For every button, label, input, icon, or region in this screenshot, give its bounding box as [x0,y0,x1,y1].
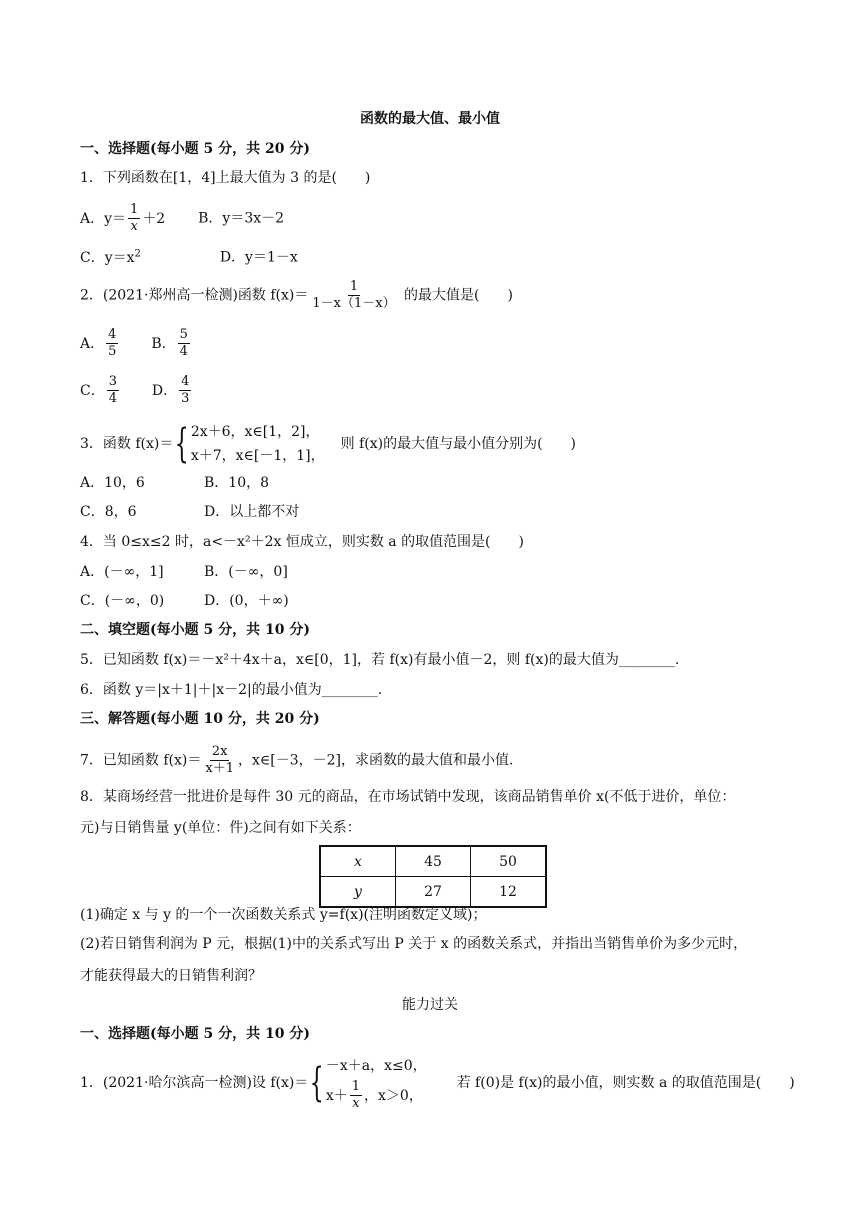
section-heading-choice: 一、选择题(每小题 5 分，共 20 分) [80,141,310,157]
q2-option-b: B． $\frac{5}{4}$ [151,327,188,359]
table-cell: x [320,846,396,877]
q3-option-a: A．10，6 [80,475,145,491]
q3-option-d: D．以上都不对 [204,504,300,520]
table-row [320,846,546,877]
aq1-brace: { [310,1059,325,1106]
q8-part1: (1)确定 x 与 y 的一个一次函数关系式 y=f(x)(注明函数定义域)； [80,907,487,923]
q6-stem: 6．函数 y＝|x＋1|＋|x－2|的最小值为________. [80,682,383,698]
table-row [320,877,546,908]
q2-option-a: A． $\frac{4}{5}$ [80,327,117,359]
q3-option-b: B．10，8 [204,475,270,491]
q3-brace: { [175,421,190,467]
q1-options-cd [80,244,298,268]
q2-option-c: C． $\frac{3}{4}$ [80,374,117,406]
q1-stem: 1．下列函数在[1，4]上最大值为 3 的是( ) [80,170,371,186]
q1-option-b: B．y＝3x－2 [198,210,285,227]
section-heading-choice-2: 一、选择题(每小题 5 分，共 10 分) [80,1026,310,1042]
q3-stem: 3．函数 f(x)＝ { 2x＋6，x∈[1，2]， x＋7，x∈[－1，1]， 则 f(x)的最大值与最小值分别为( ) [80,421,576,467]
q2-options-ab [80,327,192,360]
table-cell: y [320,877,396,908]
q5-stem: 5．已知函数 f(x)＝－x²＋4x＋a，x∈[0，1]，若 f(x)有最小值－2，则 f(x)的最大值为________. [80,652,680,668]
table-cell: 45 [396,846,471,877]
aq1-stem: 1．(2021·哈尔滨高一检测)设 f(x)＝ { －x＋a，x≤0， x＋ $\frac{1}{x}$ ，x＞0， 若 f(0)是 f(x)的最小值，则实数 a 的取值范围是( ) [80,1053,795,1112]
q8-part2-line1: (2)若日销售利润为 P 元，根据(1)中的关系式写出 P 关于 x 的函数关系式，并指出当销售单价为多少元时， [80,936,748,952]
q8-line1: 8．某商场经营一批进价是每件 30 元的商品，在市场试销中发现，该商品销售单价 x(不低于进价，单位： [80,789,736,805]
table-cell: 27 [396,877,471,908]
section-heading-solve: 三、解答题(每小题 10 分，共 20 分) [80,711,320,727]
q1-option-d: D．y＝1－x [219,249,298,266]
q2-options-cd [80,374,193,407]
ability-heading: 能力过关 [402,997,458,1013]
q3-piecewise: 2x＋6，x∈[1，2]， x＋7，x∈[－1，1]， [190,424,325,464]
q3-options-cd [80,502,299,522]
q3-option-c: C．8，6 [80,504,137,520]
q4-options-cd [80,591,289,611]
page-title: 函数的最大值、最小值 [360,111,500,127]
q4-option-a: A．(－∞，1] [80,564,164,580]
aq1-piecewise: －x＋a，x≤0， x＋ $\frac{1}{x}$ ，x＞0， [325,1058,427,1111]
q3-options-ab [80,473,269,493]
q7-stem: 7．已知函数 f(x)＝ $\frac{2x}{x+1}$ ，x∈[－3，－2]，求函数的最大值和最小值. [80,744,514,776]
q8-line2: 元)与日销售量 y(单位：件)之间有如下关系： [80,820,361,836]
q4-options-ab [80,562,288,582]
q8-table [319,845,547,908]
q1-option-a: A．y＝ $\frac{1}{x}$ ＋2 [80,202,166,234]
table-cell: 12 [471,877,547,908]
section-heading-fill: 二、填空题(每小题 5 分，共 10 分) [80,622,310,638]
q1-option-c: C．$y=x^2$ [80,248,141,266]
q4-option-c: C．(－∞，0) [80,593,165,609]
q1-options-ab [80,202,284,235]
q2-option-d: D． $\frac{4}{3}$ [151,374,190,406]
q2-stem: 2．(2021·郑州高一检测)函数 f(x)＝ $\frac{1}{1-x(1-x)}$ 的最大值是( ) [80,279,513,311]
q4-option-b: B．(－∞，0] [204,564,288,580]
q4-stem: 4．当 0≤x≤2 时，a<－x²＋2x 恒成立，则实数 a 的取值范围是( ) [80,534,524,550]
q8-part2-line2: 才能获得最大的日销售利润？ [80,968,262,984]
table-cell: 50 [471,846,547,877]
q4-option-d: D．(0，＋∞) [204,593,289,609]
